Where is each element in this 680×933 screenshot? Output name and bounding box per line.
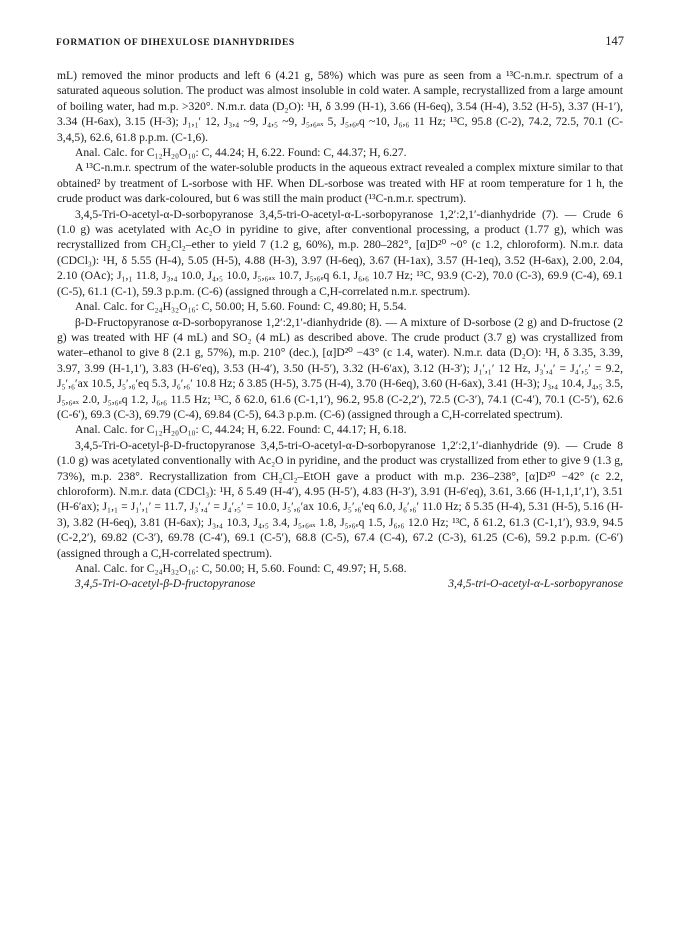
next-heading-right: 3,4,5-tri-O-acetyl-α-L-sorbopyranose xyxy=(448,577,623,591)
body-text xyxy=(57,68,623,592)
paragraph-anal-8: Anal. Calc. for C₁₂H₂₀O₁₀: C, 44.24; H, 6.22. Found: C, 44.17; H, 6.18. xyxy=(75,423,407,437)
paragraph-compound-7: 3,4,5-Tri-O-acetyl-α-D-sorbopyranose 3,4,5-tri-O-acetyl-α-L-sorbopyranose 1,2′:2,1′-dianhydride (7). — Crude 6 (1.0 g) was acetylated with Ac₂O in pyridine to give, after conventional processing, a product (1.77 g), which was recrystallized from CH₂Cl₂–ether to yield 7 (1.2 g, 60%), m.p. 280–282°, [α]D²⁰ ~0° (c 1.2, chloroform). N.m.r. data (CDCl₃): ¹H, δ 5.55 (H-4), 5.05 (H-5), 4.88 (H-3), 3.97 (H-6eq), 3.67 (H-1ax), 3.57 (H-1eq), 3.52 (H-6ax), 2.00, 2.04, 2.10 (OAc); J₁,₁ 11.8, J₃,₄ 10.0, J₄,₅ 10.0, J₅,₆ₐₓ 10.7, J₅,₆ₑq 6.1, J₆,₆ 10.7 Hz; ¹³C, 93.9 (C-2), 70.0 (C-3), 69.9 (C-4), 69.1 (C-5), 61.1 (C-1), 59.3 p.p.m. (C-6) (assigned through a C,H-correlated n.m.r. spectrum). xyxy=(57,207,623,298)
paragraph-compound-9: 3,4,5-Tri-O-acetyl-β-D-fructopyranose 3,4,5-tri-O-acetyl-α-D-sorbopyranose 1,2′:2,1′-dianhydride (9). — Crude 8 (1.0 g) was acetylated conventionally with Ac₂O in pyridine, and the product was crystallized from ether to give 9 (1.3 g, 73%), m.p. 238°. Recrystallization from CH₂Cl₂–EtOH gave a product with m.p. 236–238°, [α]D²⁰ −42° (c 2.2, chloroform). N.m.r. data (CDCl₃): ¹H, δ 5.49 (H-4′), 4.95 (H-5′), 4.83 (H-3′), 3.91 (H-6′eq), 3.61, 3.66 (H-1,1,1′,1′), 3.51 (H-6′ax); J₁,₁ = J₁′,₁′ = 11.7, J₃′,₄′ = J₄′,₅′ = 10.0, J₅′,₆′ax 10.6, J₅′,₆′eq 6.0, J₆′,₆′ 11.0 Hz; δ 5.35 (H-4), 5.31 (H-5), 5.16 (H-3), 3.82 (H-6eq), 3.81 (H-6ax); J₃,₄ 10.3, J₄,₅ 3.4, J₅,₆ₐₓ 1.8, J₅,₆ₑq 1.5, J₆,₆ 12.0 Hz; ¹³C, δ 61.2, 61.3 (C-1,1′), 93.9, 94.5 (C-2,2′), 69.82 (C-3′), 69.78 (C-4′), 69.1 (C-5′), 68.8 (C-5), 67.4 (C-4), 67.2 (C-3), 61.25 (C-6), 59.2 p.p.m. (C-6′) (assigned through a C,H-correlated spectrum). xyxy=(57,438,623,560)
paragraph-compound-6-data: mL) removed the minor products and left 6 (4.21 g, 58%) which was pure as seen from a ¹³C-n.m.r. spectrum of a saturated aqueous solution. The product was almost insoluble in cold water. A sample, recrystallized from a large amount of boiling water, had m.p. >320°. N.m.r. data (D₂O): ¹H, δ 3.99 (H-1), 3.66 (H-6eq), 3.54 (H-4), 3.52 (H-5), 3.37 (H-1′), 3.34 (H-6ax), 3.15 (H-3); J₁,₁′ 12, J₃,₄ ~9, J₄,₅ ~9, J₅,₆ₐₓ 5, J₅,₆ₑq ~10, J₆,₆ 11 Hz; ¹³C, 95.8 (C-2), 74.2, 72.5, 70.1 (C-3,4,5), 62.6, 61.8 p.p.m. (C-1,6). xyxy=(57,69,623,144)
paragraph-compound-8: β-D-Fructopyranose α-D-sorbopyranose 1,2′:2,1′-dianhydride (8). — A mixture of D-sorbose (2 g) and D-fructose (2 g) was treated with HF (4 mL) and SO₂ (4 mL) as described above. The crude product (3.7 g) was crystallized from water–ethanol to give 8 (2.1 g, 57%), m.p. 210° (dec.), [α]D²⁰ −43° (c 1.4, water). N.m.r. data (D₂O): ¹H, δ 3.35, 3.39, 3.97, 3.99 (H-1,1′), 3.83 (H-6′eq), 3.53 (H-4′), 3.50 (H-5′), 3.32 (H-6′ax), 3.12 (H-3′); J₁′,₁′ 12 Hz, J₃′,₄′ = J₄′,₅′ = 9.2, J₅′,₆′ax 10.5, J₅′,₆′eq 5.3, J₆′,₆′ 10.8 Hz; δ 3.85 (H-5), 3.75 (H-4), 3.70 (H-6eq), 3.60 (H-6ax), 3.41 (H-3); J₃,₄ 10.4, J₄,₅ 3.5, J₅,₆ₐₓ 2.0, J₅,₆ₑq 1.2, J₆,₆ 11.5 Hz; ¹³C, δ 62.0, 61.6 (C-1,1′), 96.2, 95.8 (C-2,2′), 72.5 (C-3′), 74.1 (C-4′), 70.1 (C-5′), 62.6 (C-6′), 69.3 (C-3), 69.79 (C-4), 69.84 (C-5), 64.3 p.p.m. (C-6) (assigned through a C,H-correlated spectrum). xyxy=(57,315,623,421)
paragraph-anal-9: Anal. Calc. for C₂₄H₃₂O₁₆: C, 50.00; H, 5.60. Found: C, 49.97; H, 5.68. xyxy=(75,562,407,575)
paragraph-anal-7: Anal. Calc. for C₂₄H₃₂O₁₆: C, 50.00; H, 5.60. Found: C, 49.80; H, 5.54. xyxy=(75,300,407,314)
paragraph-anal-6: Anal. Calc. for C₁₂H₂₀O₁₀: C, 44.24; H, 6.22. Found: C, 44.37; H, 6.27. xyxy=(75,146,407,160)
running-head-title: FORMATION OF DIHEXULOSE DIANHYDRIDES xyxy=(56,38,295,48)
running-head xyxy=(56,34,624,49)
paragraph-water-soluble: A ¹³C-n.m.r. spectrum of the water-soluble products in the aqueous extract revealed a complex mixture similar to that obtained² by treatment of L-sorbose with HF. When DL-sorbose was treated with HF at room temperature for 1 h, the crude product was dark-coloured, but 6 was still the main product (¹³C-n.m.r. spectrum). xyxy=(57,161,623,206)
next-heading-line xyxy=(57,576,623,591)
page-number: 147 xyxy=(605,34,624,48)
next-heading-left: 3,4,5-Tri-O-acetyl-β-D-fructopyranose xyxy=(75,577,256,591)
